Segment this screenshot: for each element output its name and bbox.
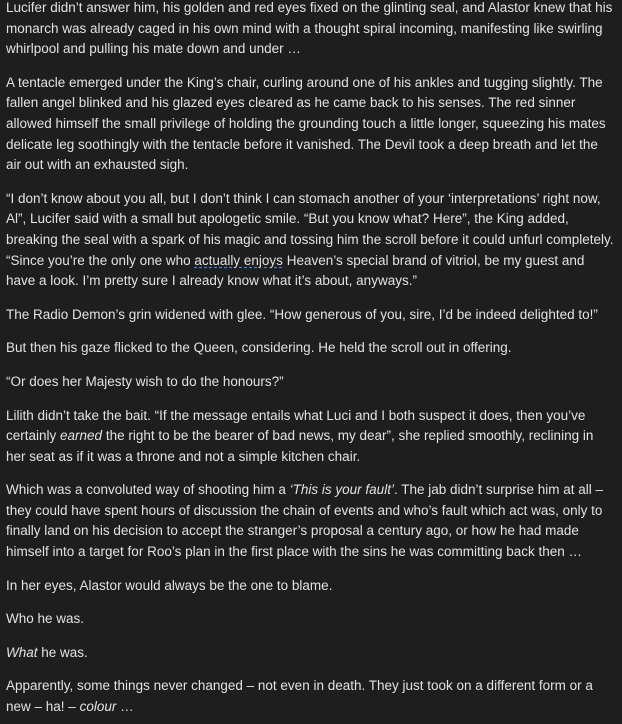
- text-run: the right to be the bearer of bad news, my dear”, she replied smoothly, reclining in her seat as if it was a throne and not a simple kitchen chair.: [6, 428, 594, 464]
- text-run: Heaven’s special brand of vitriol, be my guest and have a look. I’m pretty sure I already know what it’s about, anyways.”: [6, 252, 585, 289]
- text-run: Lucifer didn’t answer him, his golden and red eyes fixed on the glinting seal, and Alastor knew that his monarch was already caged in his own mind with a thought spiral incoming, manifesting like swirling whirlpool and pulling his mate down and under …: [6, 0, 613, 57]
- paragraph-1: [6, 0, 616, 60]
- text-run: he was.: [37, 644, 88, 660]
- text-run: . The jab didn’t surprise him at all – they could have spent hours of discussion the chain of events and who’s fault which act was, only to finally land on his decision to accept the stranger’s proposal a century ago, or how he had made himself into a target for Roo’s plan in the first place with the sins he was committing back then …: [6, 482, 604, 560]
- paragraph-4: [6, 305, 616, 326]
- paragraph-5: [6, 338, 616, 359]
- paragraph-8: [6, 480, 616, 562]
- paragraph-6: [6, 372, 616, 393]
- text-run: Which was a convoluted way of shooting him a: [6, 482, 290, 498]
- text-run: Apparently, some things never changed – not even in death. They just took on a different form or a new – ha! –: [6, 678, 593, 715]
- text-run: Lilith didn’t take the bait. “If the message entails what Luci and I both suspect it does, then you’ve certainly: [6, 407, 586, 444]
- paragraph-2: [6, 73, 616, 176]
- emphasis-text: earned: [60, 428, 103, 444]
- text-run: …: [116, 699, 134, 715]
- emphasis-text: colour: [79, 699, 117, 715]
- paragraph-9: [6, 576, 616, 597]
- paragraph-12: [6, 676, 616, 717]
- text-run: In her eyes, Alastor would always be the one to blame.: [6, 577, 333, 593]
- paragraph-7: [6, 406, 616, 468]
- text-run: A tentacle emerged under the King’s chair, curling around one of his ankles and tugging slightly. The fallen angel blinked and his glazed eyes cleared as he came back to his senses. The red sinner allowed himself the small privilege of holding the grounding touch a little longer, squeezing his mates delicate leg soothingly with the tentacle before it vanished. The Devil took a deep breath and let the air out with an exhausted sigh.: [6, 74, 606, 173]
- paragraph-11: [6, 643, 616, 664]
- paragraph-10: [6, 609, 616, 630]
- text-run: But then his gaze flicked to the Queen, considering. He held the scroll out in offering.: [6, 340, 512, 356]
- text-run: “I don’t know about you all, but I don’t think I can stomach another of your ‘interpretations’ right now, Al”, Lucifer said with a small but apologetic smile. “But you know what? Here”, the King added, breaking the seal with a spark of his magic and tossing him the scroll before it could unfurl completely. “Since you’re the only one who: [6, 190, 614, 268]
- emphasis-text: ‘This is your fault’: [289, 482, 394, 498]
- spellcheck-flagged-text[interactable]: actually enjoys: [194, 252, 283, 268]
- text-run: Who he was.: [6, 611, 85, 627]
- text-run: The Radio Demon’s grin widened with glee. “How generous of you, sire, I’d be indeed delighted to!”: [6, 306, 598, 322]
- paragraph-3: [6, 189, 616, 292]
- emphasis-text: What: [6, 644, 38, 660]
- text-run: “Or does her Majesty wish to do the honours?”: [6, 373, 284, 389]
